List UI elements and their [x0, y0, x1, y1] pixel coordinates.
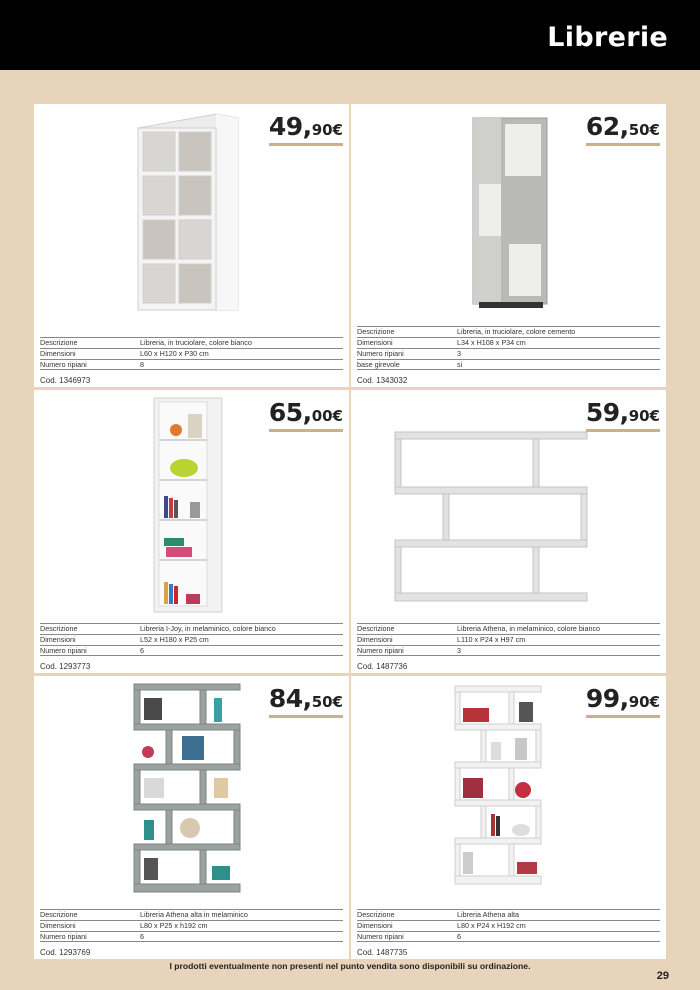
- product-card-1293769[interactable]: [34, 676, 349, 959]
- product-code: Cod. 1487736: [357, 662, 408, 671]
- specs-table: Descrizione Libreria Athena alta Dimensioni L80 x P24 x H192 cm Numero ripiani 6: [357, 909, 660, 942]
- athena-tall-bookcase-grey-image: [130, 682, 250, 904]
- athena-tall-bookcase-white-image: [451, 684, 547, 896]
- product-card-1343032[interactable]: [351, 104, 666, 387]
- product-code: Cod. 1346973: [40, 376, 91, 385]
- tall-bookcase-ijoy-image: [150, 396, 226, 616]
- product-card-1487736[interactable]: [351, 390, 666, 673]
- page-header: [0, 0, 700, 70]
- product-code: Cod. 1343032: [357, 376, 408, 385]
- product-code: Cod. 1293773: [40, 662, 91, 671]
- product-card-1346973[interactable]: [34, 104, 349, 387]
- specs-table: Descrizione Libreria I-Joy, in melaminico, colore bianco Dimensioni L52 x H180 x P25 cm Numero ripiani 6: [40, 623, 343, 656]
- product-card-1487735[interactable]: [351, 676, 666, 959]
- product-card-1293773[interactable]: [34, 390, 349, 673]
- swivel-bookcase-cement-image: [469, 114, 551, 314]
- specs-table: Descrizione Libreria Athena, in melaminico, colore bianco Dimensioni L110 x P24 x H97 cm Numero ripiani 3: [357, 623, 660, 656]
- specs-table: Descrizione Libreria, in truciolare, colore cemento Dimensioni L34 x H108 x P34 cm Numero ripiani 3 base girevole si: [357, 326, 660, 370]
- price-tag: 49,90€: [269, 112, 343, 146]
- page-title: Librerie: [547, 22, 668, 53]
- availability-note: I prodotti eventualmente non presenti nel punto vendita sono disponibili su ordinazione.: [169, 961, 531, 971]
- product-code: Cod. 1293769: [40, 948, 91, 957]
- price-tag: 65,00€: [269, 398, 343, 432]
- product-code: Cod. 1487735: [357, 948, 408, 957]
- specs-table: Descrizione Libreria Athena alta in melaminico Dimensioni L80 x P25 x h192 cm Numero ripiani 6: [40, 909, 343, 942]
- specs-table: Descrizione Libreria, in truciolare, colore bianco Dimensioni L60 x H120 x P30 cm Numero ripiani 8: [40, 337, 343, 370]
- cube-bookcase-white-image: [134, 110, 244, 318]
- price-tag: 99,90€: [586, 684, 660, 718]
- price-tag: 59,90€: [586, 398, 660, 432]
- athena-low-bookcase-image: [391, 430, 591, 610]
- page-number: 29: [656, 970, 669, 982]
- price-tag: 84,50€: [269, 684, 343, 718]
- price-tag: 62,50€: [586, 112, 660, 146]
